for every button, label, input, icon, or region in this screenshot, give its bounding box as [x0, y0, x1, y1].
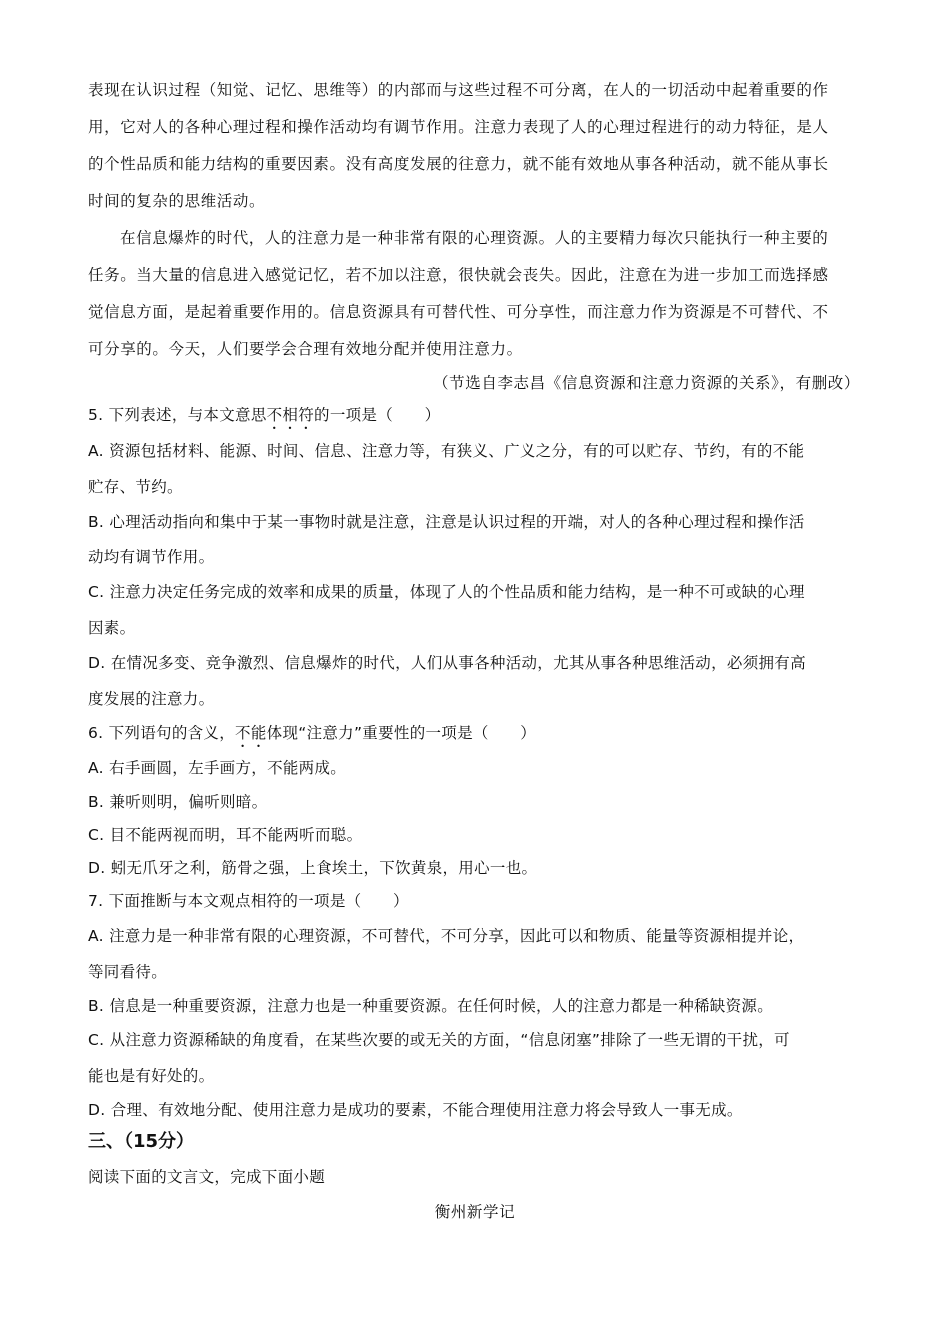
stem-text: 6. 下列语句的含义，	[88, 724, 236, 742]
question-6-stem	[88, 722, 536, 751]
passage-line: 觉信息方面，是起着重要作用的。信息资源具有可替代性、可分享性，而注意力作为资源是不可替代、不	[88, 303, 829, 321]
passage-source: （节选自李志昌《信息资源和注意力资源的关系》，有删改）	[433, 374, 860, 392]
option-b-cont: 动均有调节作用。	[88, 548, 215, 566]
emphasis-text: 不相符	[266, 406, 315, 424]
option-d: D. 蚓无爪牙之利，筋骨之强，上食埃土，下饮黄泉，用心一也。	[88, 859, 538, 877]
option-c-cont: 能也是有好处的。	[88, 1067, 215, 1085]
option-d: D. 合理、有效地分配、使用注意力是成功的要素，不能合理使用注意力将会导致人一事无成。	[88, 1101, 743, 1119]
passage-line: 的个性品质和能力结构的重要因素。没有高度发展的往意力，就不能有效地从事各种活动，就不能从事长	[88, 155, 829, 173]
option-b: B. 兼听则明，偏听则暗。	[88, 793, 268, 811]
passage-line: 任务。当大量的信息进入感觉记忆，若不加以注意，很快就会丧失。因此，注意在为进一步加工而选择感	[88, 266, 829, 284]
stem-text: 体现“注意力”重要性的一项是（ ）	[266, 724, 537, 742]
option-b: B. 心理活动指向和集中于某一事物时就是注意，注意是认识过程的开端，对人的各种心理过程和操作活	[88, 513, 805, 531]
question-5-stem	[88, 404, 440, 433]
classical-text-title: 衡州新学记	[434, 1203, 516, 1221]
passage-line: 在信息爆炸的时代，人的注意力是一种非常有限的心理资源。人的主要精力每次只能执行一种主要的	[120, 229, 829, 247]
option-a: A. 资源包括材料、能源、时间、信息、注意力等，有狭义、广义之分，有的可以贮存、节约，有的不能	[88, 442, 805, 460]
option-d: D. 在情况多变、竞争激烈、信息爆炸的时代，人们从事各种活动，尤其从事各种思维活动，必须拥有高	[88, 654, 806, 672]
option-a: A. 注意力是一种非常有限的心理资源，不可替代，不可分享，因此可以和物质、能量等资源相提并论，	[88, 927, 805, 945]
stem-text: 5. 下列表述，与本文意思	[88, 406, 267, 424]
passage-line: 时间的复杂的思维活动。	[88, 192, 266, 210]
option-c: C. 目不能两视而明，耳不能两听而聪。	[88, 826, 363, 844]
passage-line: 表现在认识过程（知觉、记忆、思维等）的内部而与这些过程不可分离，在人的一切活动中起着重要的作	[88, 81, 829, 99]
stem-text: 的一项是（ ）	[314, 406, 441, 424]
option-a: A. 右手画圆，左手画方，不能两成。	[88, 759, 347, 777]
option-d-cont: 度发展的注意力。	[88, 690, 215, 708]
option-a-cont: 贮存、节约。	[88, 478, 183, 496]
option-b: B. 信息是一种重要资源，注意力也是一种重要资源。在任何时候，人的注意力都是一种稀缺资源。	[88, 997, 773, 1015]
option-c-cont: 因素。	[88, 619, 136, 637]
section-heading: 三、（15分）	[88, 1131, 195, 1152]
passage-line: 可分享的。今天，人们要学会合理有效地分配并使用注意力。	[88, 340, 523, 358]
question-7-stem: 7. 下面推断与本文观点相符的一项是（ ）	[88, 892, 409, 910]
emphasis-text: 不能	[235, 724, 267, 742]
option-a-cont: 等同看待。	[88, 963, 168, 981]
passage-line: 用，它对人的各种心理过程和操作活动均有调节作用。注意力表现了人的心理过程进行的动力特征，是人	[88, 118, 829, 136]
section-instruction: 阅读下面的文言文，完成下面小题	[88, 1168, 326, 1186]
option-c: C. 注意力决定任务完成的效率和成果的质量，体现了人的个性品质和能力结构，是一种不可或缺的心理	[88, 583, 805, 601]
option-c: C. 从注意力资源稀缺的角度看，在某些次要的或无关的方面，“信息闭塞”排除了一些无谓的干扰，可	[88, 1031, 790, 1049]
